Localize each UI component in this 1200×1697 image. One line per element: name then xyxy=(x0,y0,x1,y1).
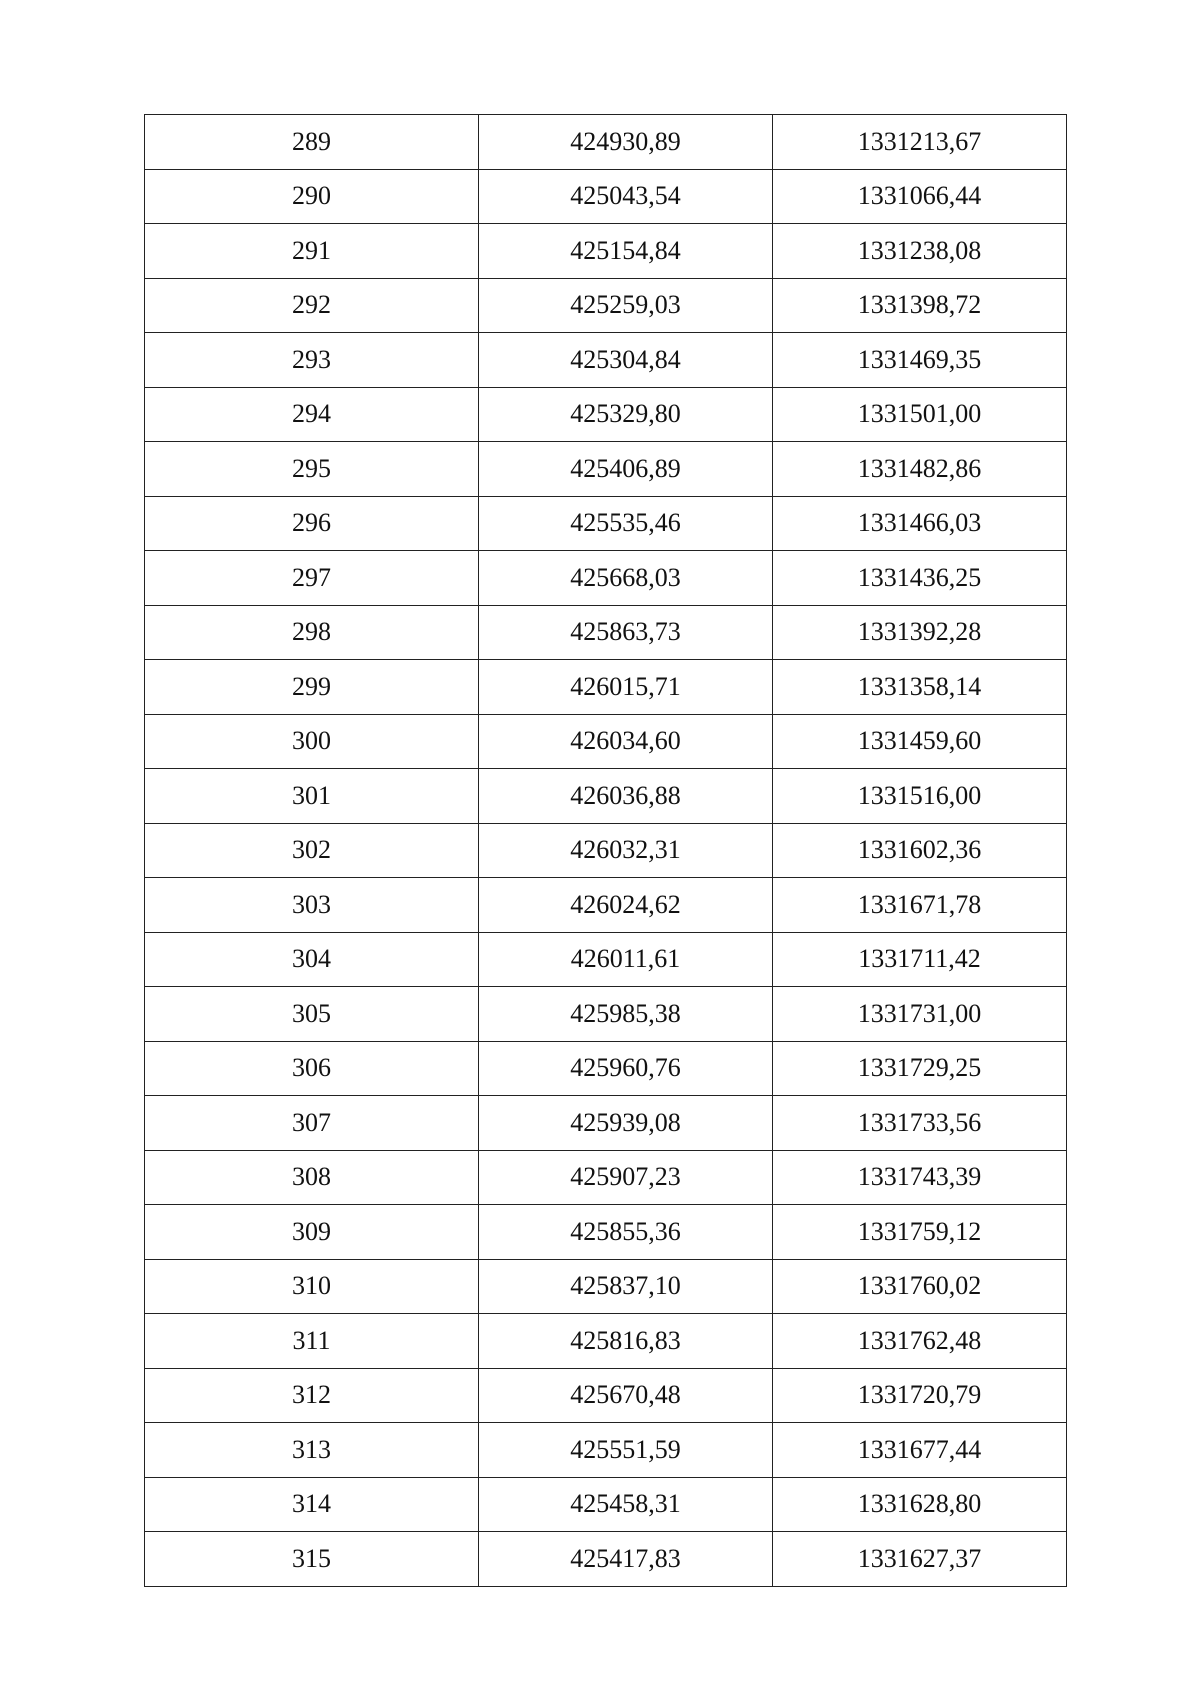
x-coordinate-cell: 425259,03 xyxy=(479,278,773,333)
point-number-cell: 293 xyxy=(145,333,479,388)
x-coordinate-cell: 425304,84 xyxy=(479,333,773,388)
x-coordinate-cell: 425406,89 xyxy=(479,442,773,497)
y-coordinate-cell: 1331760,02 xyxy=(773,1259,1067,1314)
table-row xyxy=(145,769,1067,824)
y-coordinate-cell: 1331213,67 xyxy=(773,115,1067,170)
x-coordinate-cell: 425816,83 xyxy=(479,1314,773,1369)
y-coordinate-cell: 1331671,78 xyxy=(773,878,1067,933)
point-number-cell: 292 xyxy=(145,278,479,333)
table-row xyxy=(145,1205,1067,1260)
point-number-cell: 305 xyxy=(145,987,479,1042)
point-number-cell: 314 xyxy=(145,1477,479,1532)
x-coordinate-cell: 425551,59 xyxy=(479,1423,773,1478)
point-number-cell: 306 xyxy=(145,1041,479,1096)
y-coordinate-cell: 1331729,25 xyxy=(773,1041,1067,1096)
x-coordinate-cell: 425043,54 xyxy=(479,169,773,224)
x-coordinate-cell: 425670,48 xyxy=(479,1368,773,1423)
table-row xyxy=(145,932,1067,987)
table-row xyxy=(145,823,1067,878)
point-number-cell: 311 xyxy=(145,1314,479,1369)
y-coordinate-cell: 1331392,28 xyxy=(773,605,1067,660)
table-row xyxy=(145,115,1067,170)
point-number-cell: 298 xyxy=(145,605,479,660)
x-coordinate-cell: 426034,60 xyxy=(479,714,773,769)
table-row xyxy=(145,878,1067,933)
y-coordinate-cell: 1331628,80 xyxy=(773,1477,1067,1532)
x-coordinate-cell: 425154,84 xyxy=(479,224,773,279)
y-coordinate-cell: 1331482,86 xyxy=(773,442,1067,497)
point-number-cell: 308 xyxy=(145,1150,479,1205)
y-coordinate-cell: 1331469,35 xyxy=(773,333,1067,388)
y-coordinate-cell: 1331627,37 xyxy=(773,1532,1067,1587)
x-coordinate-cell: 425535,46 xyxy=(479,496,773,551)
coordinates-table xyxy=(144,114,1067,1587)
table-row xyxy=(145,1041,1067,1096)
point-number-cell: 294 xyxy=(145,387,479,442)
x-coordinate-cell: 425458,31 xyxy=(479,1477,773,1532)
table-row xyxy=(145,333,1067,388)
table-row xyxy=(145,605,1067,660)
table-row xyxy=(145,1532,1067,1587)
table-row xyxy=(145,224,1067,279)
x-coordinate-cell: 425329,80 xyxy=(479,387,773,442)
point-number-cell: 304 xyxy=(145,932,479,987)
table-row xyxy=(145,1150,1067,1205)
y-coordinate-cell: 1331720,79 xyxy=(773,1368,1067,1423)
y-coordinate-cell: 1331743,39 xyxy=(773,1150,1067,1205)
x-coordinate-cell: 426024,62 xyxy=(479,878,773,933)
x-coordinate-cell: 426032,31 xyxy=(479,823,773,878)
point-number-cell: 289 xyxy=(145,115,479,170)
y-coordinate-cell: 1331358,14 xyxy=(773,660,1067,715)
x-coordinate-cell: 424930,89 xyxy=(479,115,773,170)
table-row xyxy=(145,551,1067,606)
point-number-cell: 303 xyxy=(145,878,479,933)
point-number-cell: 302 xyxy=(145,823,479,878)
point-number-cell: 309 xyxy=(145,1205,479,1260)
point-number-cell: 295 xyxy=(145,442,479,497)
y-coordinate-cell: 1331677,44 xyxy=(773,1423,1067,1478)
table-row xyxy=(145,387,1067,442)
x-coordinate-cell: 425939,08 xyxy=(479,1096,773,1151)
point-number-cell: 313 xyxy=(145,1423,479,1478)
point-number-cell: 310 xyxy=(145,1259,479,1314)
table-row xyxy=(145,1259,1067,1314)
y-coordinate-cell: 1331238,08 xyxy=(773,224,1067,279)
y-coordinate-cell: 1331466,03 xyxy=(773,496,1067,551)
x-coordinate-cell: 425985,38 xyxy=(479,987,773,1042)
y-coordinate-cell: 1331516,00 xyxy=(773,769,1067,824)
table-row xyxy=(145,278,1067,333)
x-coordinate-cell: 426015,71 xyxy=(479,660,773,715)
x-coordinate-cell: 425855,36 xyxy=(479,1205,773,1260)
x-coordinate-cell: 426036,88 xyxy=(479,769,773,824)
point-number-cell: 299 xyxy=(145,660,479,715)
y-coordinate-cell: 1331066,44 xyxy=(773,169,1067,224)
y-coordinate-cell: 1331501,00 xyxy=(773,387,1067,442)
x-coordinate-cell: 426011,61 xyxy=(479,932,773,987)
table-row xyxy=(145,714,1067,769)
point-number-cell: 300 xyxy=(145,714,479,769)
table-row xyxy=(145,1096,1067,1151)
x-coordinate-cell: 425668,03 xyxy=(479,551,773,606)
point-number-cell: 296 xyxy=(145,496,479,551)
coordinates-table-body xyxy=(145,115,1067,1587)
x-coordinate-cell: 425907,23 xyxy=(479,1150,773,1205)
y-coordinate-cell: 1331602,36 xyxy=(773,823,1067,878)
table-row xyxy=(145,1477,1067,1532)
y-coordinate-cell: 1331711,42 xyxy=(773,932,1067,987)
point-number-cell: 297 xyxy=(145,551,479,606)
table-row xyxy=(145,169,1067,224)
table-row xyxy=(145,660,1067,715)
y-coordinate-cell: 1331459,60 xyxy=(773,714,1067,769)
x-coordinate-cell: 425417,83 xyxy=(479,1532,773,1587)
table-row xyxy=(145,987,1067,1042)
x-coordinate-cell: 425837,10 xyxy=(479,1259,773,1314)
y-coordinate-cell: 1331762,48 xyxy=(773,1314,1067,1369)
point-number-cell: 291 xyxy=(145,224,479,279)
point-number-cell: 301 xyxy=(145,769,479,824)
y-coordinate-cell: 1331759,12 xyxy=(773,1205,1067,1260)
y-coordinate-cell: 1331398,72 xyxy=(773,278,1067,333)
table-row xyxy=(145,496,1067,551)
table-row xyxy=(145,1314,1067,1369)
y-coordinate-cell: 1331436,25 xyxy=(773,551,1067,606)
point-number-cell: 307 xyxy=(145,1096,479,1151)
table-row xyxy=(145,1368,1067,1423)
x-coordinate-cell: 425863,73 xyxy=(479,605,773,660)
table-row xyxy=(145,442,1067,497)
x-coordinate-cell: 425960,76 xyxy=(479,1041,773,1096)
y-coordinate-cell: 1331733,56 xyxy=(773,1096,1067,1151)
y-coordinate-cell: 1331731,00 xyxy=(773,987,1067,1042)
point-number-cell: 290 xyxy=(145,169,479,224)
point-number-cell: 312 xyxy=(145,1368,479,1423)
table-row xyxy=(145,1423,1067,1478)
point-number-cell: 315 xyxy=(145,1532,479,1587)
